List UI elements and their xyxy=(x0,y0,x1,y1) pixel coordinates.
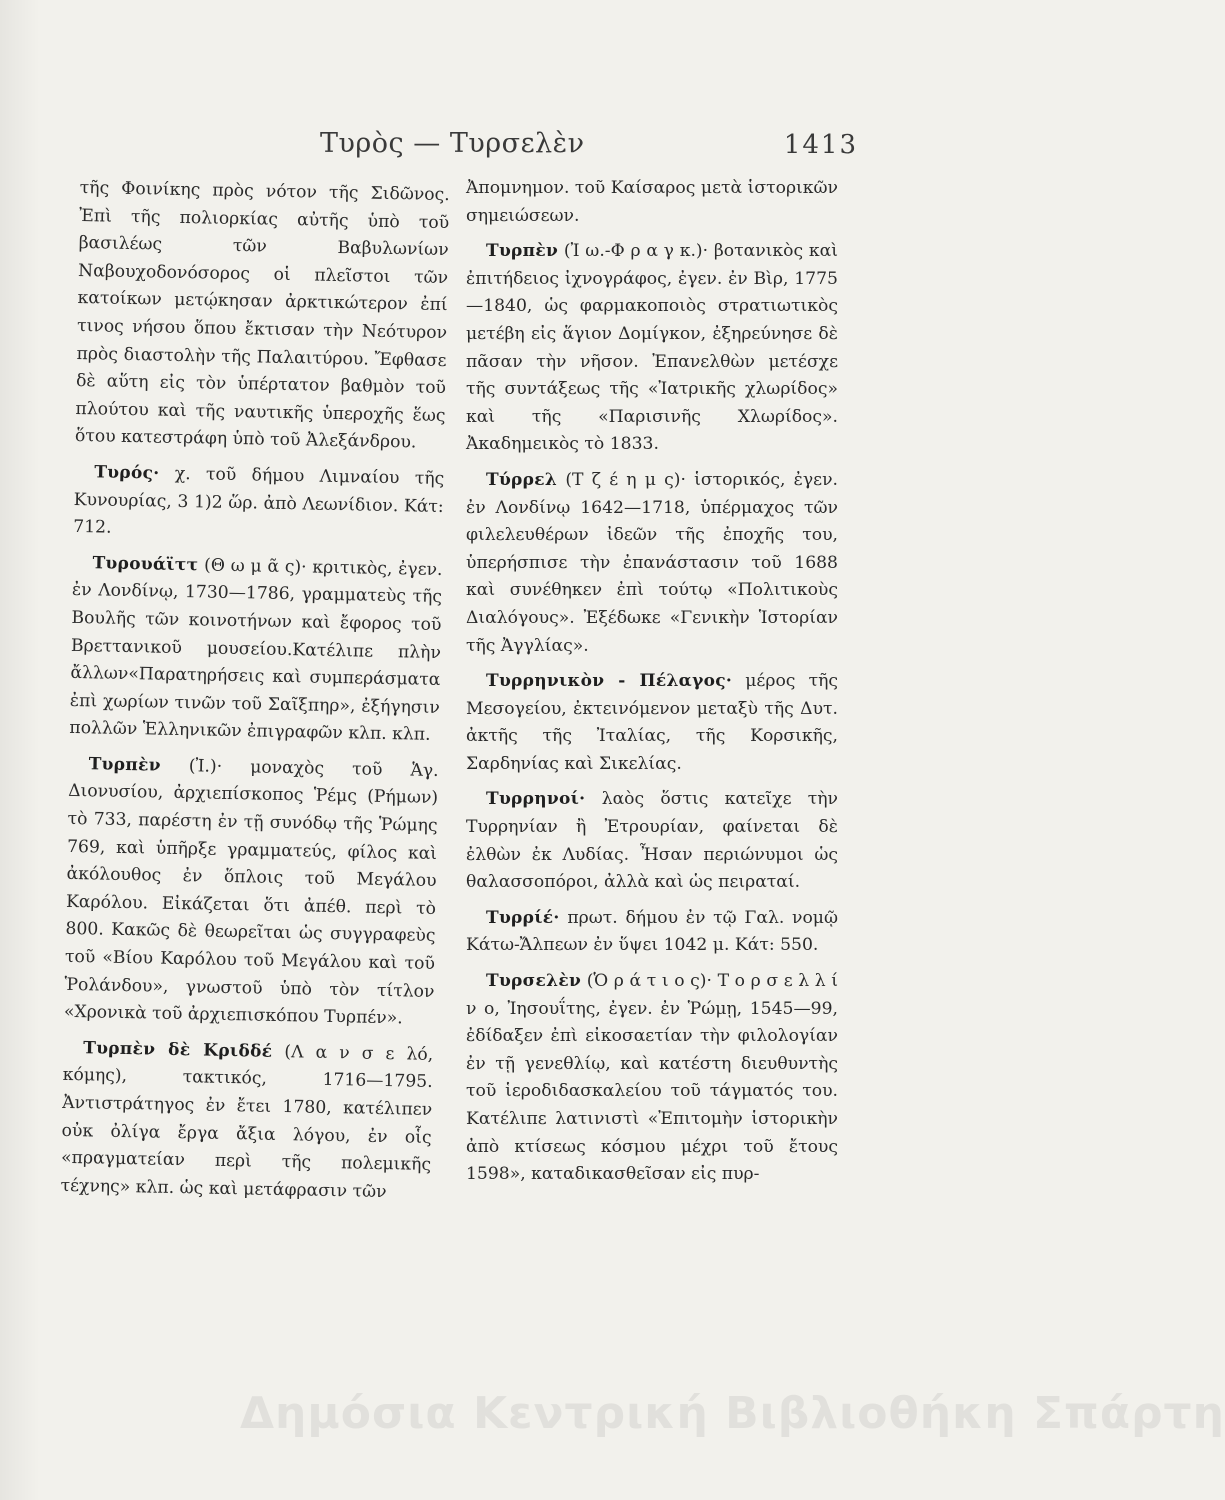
dictionary-entry xyxy=(466,786,838,896)
entry-headword: Τυρρίέ· xyxy=(486,907,560,928)
right-column xyxy=(466,175,838,1197)
entry-text: τῆς Φοινίκης πρὸς νότον τῆς Σιδῶνος. Ἐπὶ τῆς πολιορκίας αὐτῆς ὑπὸ τοῦ βασιλέως τῶν Βαβυλωνίων Ναβουχοδονόσορος οἱ πλεῖστοι τῶν κατοίκων μετῴκησαν ἀρκτικώτερον ἐπί τινος νήσου ὅπου ἔκτισαν τὴν Νεότυρον πρὸς διαστολὴν τῆς Παλαιτύρου. Ἔφθασε δὲ αὕτη εἰς τὸν ὑπέρτατον βαθμὸν τοῦ πλούτου καὶ τῆς ναυτικῆς ὑπεροχῆς ἕως ὅτου κατεστράφη ὑπὸ τοῦ Ἀλεξάνδρου. xyxy=(74,177,450,453)
entry-text: (Ἰ ω.-Φ ρ α γ κ.)· βοτανικὸς καὶ ἐπιτήδειος ἰχνογράφος, ἐγεν. ἐν Βὶρ, 1775—1840, ὡς φαρμακοποιὸς στρατιωτικὸς μετέβη εἰς ἅγιον Δομίγκον, ἐξηρεύνησε δὲ πᾶσαν τὴν νῆσον. Ἐπανελθὼν μετέσχε τῆς συντάξεως τῆς «Ἰατρικῆς χλωρίδος» καὶ τῆς «Παρισινῆς Χλωρίδος». Ἀκαδημεικὸς τὸ 1833. xyxy=(466,241,838,455)
entry-text: χ. τοῦ δήμου Λιμναίου τῆς Κυνουρίας, 3 1)2 ὥρ. ἀπὸ Λεωνίδιον. Κάτ: 712. xyxy=(73,463,445,538)
dictionary-entry xyxy=(60,1035,433,1208)
dictionary-entry xyxy=(466,238,838,459)
left-column xyxy=(60,175,450,1215)
entry-headword: Τυρρηνοί· xyxy=(486,789,586,810)
library-watermark: Δημόσια Κεντρική Βιβλιοθήκη Σπάρτη xyxy=(240,1388,1225,1439)
entry-text: Ἀπομνημον. τοῦ Καίσαρος μετὰ ἱστορικῶν σημειώσεων. xyxy=(466,178,838,226)
dictionary-entry xyxy=(466,467,838,660)
dictionary-entry xyxy=(466,968,838,1189)
dictionary-entry xyxy=(64,751,439,1034)
entry-headword: Τυρσελὲν xyxy=(486,971,582,992)
running-header xyxy=(70,128,858,168)
dictionary-entry xyxy=(466,175,838,230)
entry-headword: Τυρός· xyxy=(94,462,160,484)
dictionary-entry xyxy=(69,550,443,750)
entry-text: (Τ ζ έ η μ ς)· ἱστορικός, ἐγεν. ἐν Λονδίνῳ 1642—1718, ὑπέρμαχος τῶν φιλελευθέρων ἰδεῶν τῆς ἐποχῆς του, ὑπερήσπισε τὴν ἐπανάστασιν τοῦ 1688 καὶ συνέθηκεν ἐπὶ τούτῳ «Πολιτικοὺς Διαλόγους». Ἐξέδωκε «Γενικὴν Ἱστορίαν τῆς Ἀγγλίας». xyxy=(466,469,838,656)
entry-headword: Τύρρελ xyxy=(486,469,558,490)
dictionary-entry xyxy=(466,668,838,778)
entry-text: μέρος τῆς Μεσογείου, ἐκτεινόμενον μεταξὺ τῆς Δυτ. ἀκτῆς τῆς Ἰταλίας, τῆς Κορσικῆς, Σαρδηνίας καὶ Σικελίας. xyxy=(466,671,838,774)
entry-headword: Τυρουάϊττ xyxy=(92,553,199,576)
entry-headword: Τυρρηνικὸν - Πέλαγος· xyxy=(486,671,733,692)
entry-text: (Ὁ ρ ά τ ι ο ς)· Τ ο ρ σ ε λ λ ί ν ο, Ἰησουΐτης, ἐγεν. ἐν Ῥώμῃ, 1545—99, ἐδίδαξεν ἐπὶ εἰκοσαετίαν τὴν φιλολογίαν ἐν τῇ γενεθλίῳ, καὶ κατέστη διευθυντὴς τοῦ ἱεροδιδασκαλείου τοῦ τάγματός του. Κατέλιπε λατινιστὶ «Ἐπιτομὴν ἱστορικὴν ἀπὸ κτίσεως κόσμου μέχρι τοῦ ἔτους 1598», καταδικασθεῖσαν εἰς πυρ- xyxy=(466,971,838,1185)
entry-text: (Λ α ν σ ε λό, κόμης), τακτικός, 1716—1795. Ἀντιστράτηγος ἐν ἔτει 1780, κατέλιπεν οὐκ ὀλίγα ἔργα ἄξια λόγου, ἐν οἷς «πραγματείαν περὶ τῆς πολεμικῆς τέχνης» κλπ. ὡς καὶ μετάφρασιν τῶν xyxy=(60,1041,434,1202)
entry-headword: Τυρπὲν xyxy=(88,754,161,776)
entry-text: πρωτ. δήμου ἐν τῷ Γαλ. νομῷ Κάτω-Ἄλπεων ἐν ὕψει 1042 μ. Κάτ: 550. xyxy=(466,907,838,956)
dictionary-entry xyxy=(73,459,445,549)
entry-headword: Τυρπὲν xyxy=(486,241,559,262)
entry-text: (Ἰ.)· μοναχὸς τοῦ Ἁγ. Διονυσίου, ἀρχιεπίσκοπος Ῥέμς (Ρήμων) τὸ 733, παρέστη ἐν τῇ συνόδῳ τῆς Ῥώμης 769, καὶ ὑπῆρξε γραμματεύς, φίλος καὶ ἀκόλουθος ἐν ὅπλοις τοῦ Μεγάλου Καρόλου. Εἰκάζεται ὅτι ἀπέθ. περὶ τὸ 800. Κακῶς δὲ θεωρεῖται ὡς συγγραφεὺς τοῦ «Βίου Καρόλου τοῦ Μεγάλου καὶ τοῦ Ῥολάνδου», γνωστοῦ ὑπὸ τὸν τίτλον «Χρονικὰ τοῦ ἀρχιεπισκόπου Τυρπέν». xyxy=(63,756,439,1029)
page-number: 1413 xyxy=(783,130,858,160)
dictionary-entry xyxy=(75,175,450,458)
entry-text: (Θ ω μ ᾶ ς)· κριτικὸς, ἐγεν. ἐν Λονδίνῳ, 1730—1786, γραμματεὺς τῆς Βουλῆς τῶν κοινοτήνων καὶ ἔφορος τοῦ Βρεττανικοῦ μουσείου.Κατέλιπε πλὴν ἄλλων«Παρατηρήσεις καὶ συμπεράσματα ἐπὶ χωρίων τινῶν τοῦ Σαῖξπηρ», ἐξήγησιν πολλῶν Ἑλληνικῶν ἐπιγραφῶν κλπ. κλπ. xyxy=(69,555,443,746)
entry-text: λαὸς ὅστις κατεῖχε τὴν Τυρρηνίαν ἢ Ἐτρουρίαν, φαίνεται δὲ ἐλθὼν ἐκ Λυδίας. Ἦσαν περιώνυμοι ὡς θαλασσοπόροι, ἀλλὰ καὶ ὡς πειραταί. xyxy=(466,789,838,893)
entry-headword: Τυρπὲν δὲ Κριδδέ xyxy=(83,1038,273,1062)
dictionary-entry xyxy=(466,905,838,960)
header-title: Τυρὸς — Τυρσελὲν xyxy=(320,128,585,159)
page-edge-shadow xyxy=(0,0,40,1500)
